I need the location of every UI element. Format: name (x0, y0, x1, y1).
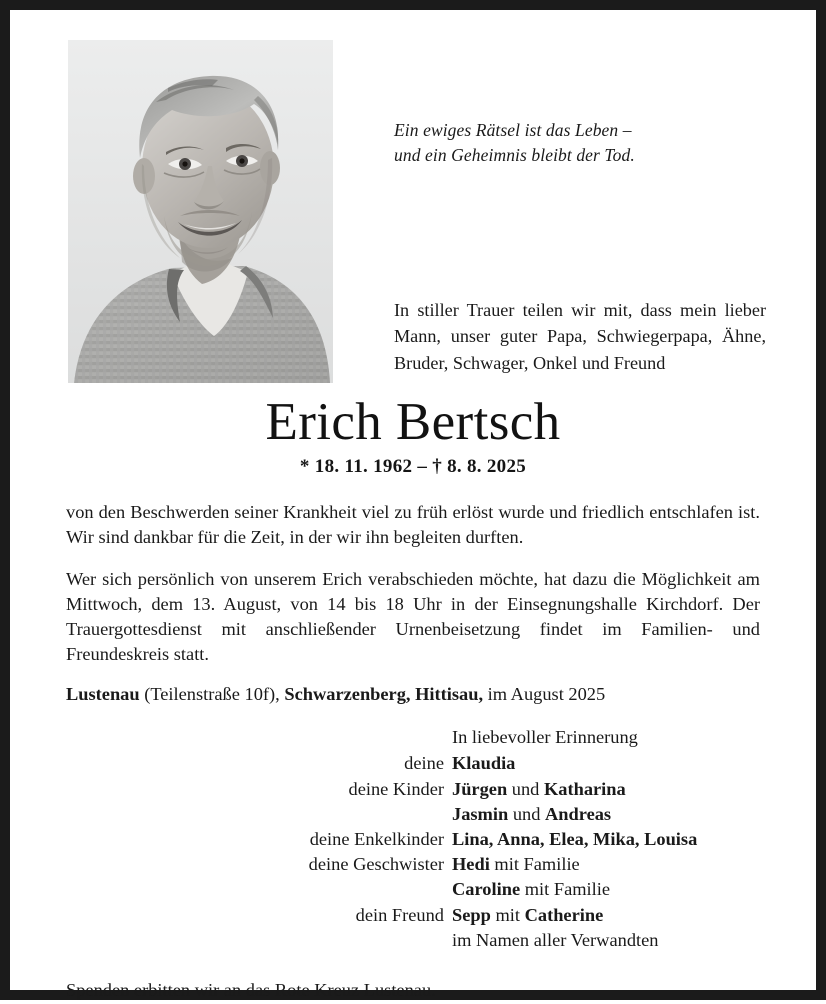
family-rows (66, 751, 760, 953)
memory-heading: In liebevoller Erinnerung (452, 727, 638, 748)
places-line (66, 682, 760, 708)
family-relation-label: deine Enkelkinder (309, 829, 444, 850)
family-list (66, 725, 760, 953)
epigraph-line-1: Ein ewiges Rätsel ist das Leben – (394, 120, 632, 140)
top-section (10, 10, 816, 392)
family-relation-label: dein Freund (355, 904, 444, 925)
memory-heading-spacer (66, 725, 452, 750)
family-names: Jasmin und Andreas (452, 803, 612, 824)
family-row (66, 827, 760, 852)
family-row (66, 751, 760, 776)
name-block (10, 394, 816, 478)
places-date: im August 2025 (483, 684, 606, 705)
family-names: im Namen aller Verwandten (452, 929, 659, 950)
family-row (66, 903, 760, 928)
portrait-illustration (68, 40, 333, 383)
place-address: (Teilenstraße 10f), (139, 684, 285, 705)
epigraph-line-2: und ein Geheimnis bleibt der Tod. (394, 144, 635, 165)
family-row (66, 852, 760, 877)
family-row (66, 928, 760, 953)
family-names: Klaudia (452, 753, 516, 774)
portrait-photo (68, 40, 333, 383)
family-row (66, 802, 760, 827)
family-relation-label: deine (404, 753, 444, 774)
place-primary: Lustenau (66, 684, 140, 705)
epigraph (394, 118, 774, 168)
family-row (66, 777, 760, 802)
family-names: Sepp mit Catherine (452, 904, 604, 925)
deceased-name: Erich Bertsch (265, 393, 561, 451)
paragraph-two: Wer sich persönlich von unserem Erich verabschieden möchte, hat dazu die Möglichkeit am Mittwoch, dem 13. August, von 14 bis 18 Uhr in der Einsegnungshalle Kirchdorf. Der Trauergottesdienst mit anschließender Urnenbeisetzung findet im Familien- und Freundeskreis statt. (66, 568, 760, 665)
family-names: Lina, Anna, Elea, Mika, Louisa (452, 829, 698, 850)
family-row (66, 877, 760, 902)
body-text (10, 500, 816, 953)
family-names: Hedi mit Familie (452, 854, 580, 875)
paragraph-one: von den Beschwerden seiner Krankheit viel zu früh erlöst wurde und friedlich entschlafen ist. Wir sind dankbar für die Zeit, in der wir ihn begleiten durften. (66, 502, 760, 548)
family-names: Caroline mit Familie (452, 879, 611, 900)
donation-note: Spenden erbitten wir an das Rote Kreuz Lustenau. (66, 980, 436, 1001)
family-names: Jürgen und Katharina (452, 778, 626, 799)
notice-inner (10, 10, 816, 1001)
family-relation-label: deine Geschwister (308, 854, 444, 875)
life-dates: * 18. 11. 1962 – † 8. 8. 2025 (299, 456, 527, 478)
place-secondary: Schwarzenberg, Hittisau, (284, 684, 484, 705)
family-relation-label: deine Kinder (348, 778, 444, 799)
intro-text: In stiller Trauer teilen wir mit, dass mein lieber Mann, unser guter Papa, Schwiegerpapa, Ähne, Bruder, Schwager, Onkel und Freund (394, 300, 766, 373)
memory-heading-row (66, 725, 760, 750)
